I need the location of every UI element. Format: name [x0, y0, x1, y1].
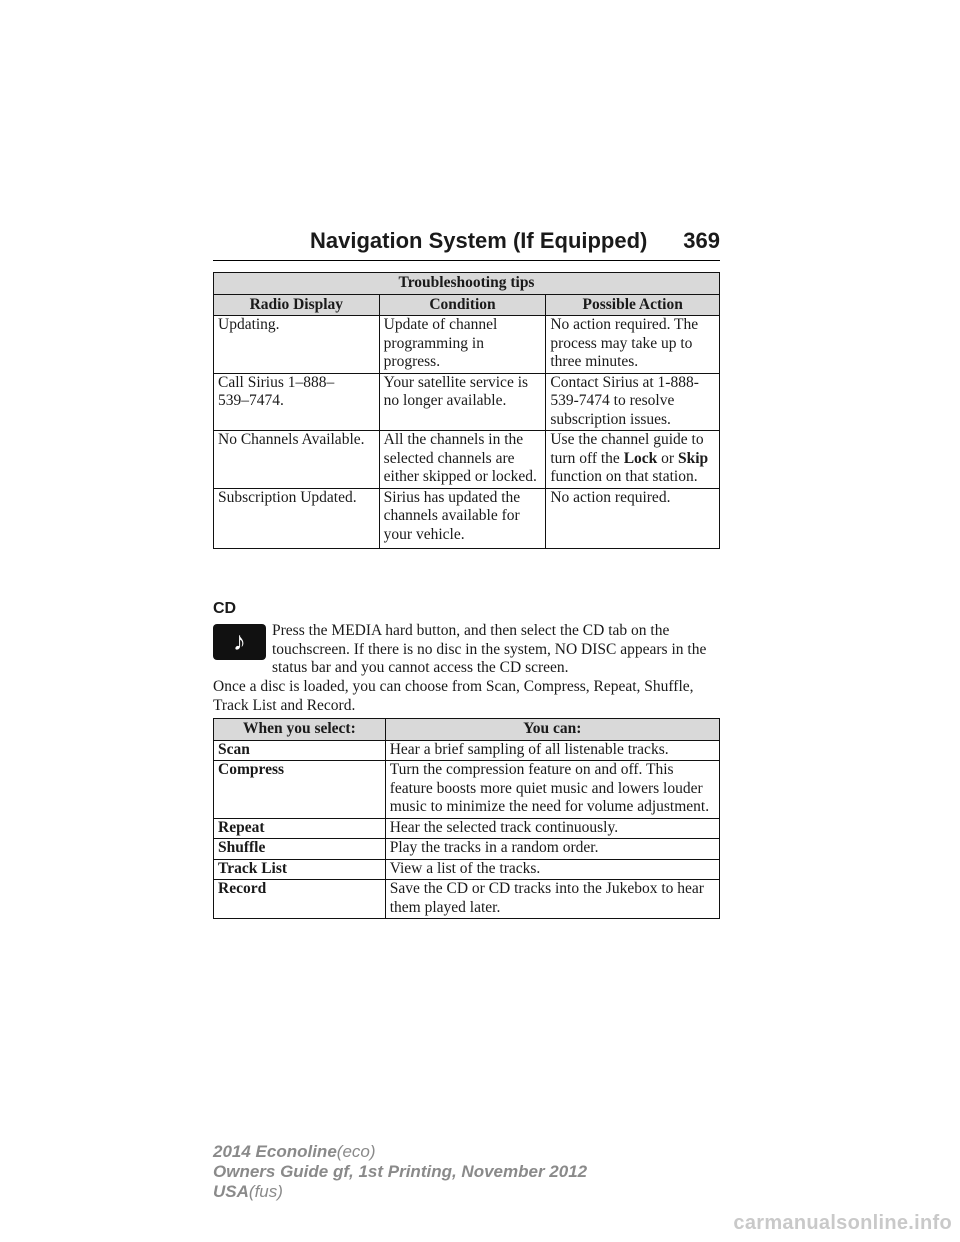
column-header: You can: — [385, 719, 719, 741]
table-row — [214, 740, 720, 761]
table-row — [214, 316, 720, 374]
column-header: Possible Action — [546, 294, 720, 316]
table-row — [214, 859, 720, 880]
option-description: View a list of the tracks. — [385, 859, 719, 880]
radio-display-cell: Updating. — [214, 316, 380, 374]
cd-intro-paragraph: Press the MEDIA hard button, and then select the CD tab on the touchscreen. If there is no disc in the system, NO DISC appears in the status bar and you cannot access the CD screen. — [272, 622, 707, 676]
table-row — [214, 761, 720, 819]
option-description: Turn the compression feature on and off. This feature boosts more quiet music and lowers louder music to minimize the need for volume adjustment. — [385, 761, 719, 819]
table-caption: Troubleshooting tips — [214, 273, 720, 295]
column-header: When you select: — [214, 719, 386, 741]
option-description: Save the CD or CD tracks into the Jukebox to hear them played later. — [385, 880, 719, 919]
page-number: 369 — [683, 228, 720, 253]
condition-cell: Your satellite service is no longer available. — [379, 373, 546, 431]
action-text: function on that station. — [550, 468, 698, 485]
page-footer — [213, 1142, 587, 1202]
condition-cell: All the channels in the selected channels are either skipped or locked. — [379, 431, 546, 489]
option-name: Compress — [214, 761, 386, 819]
column-header: Radio Display — [214, 294, 380, 316]
table-row — [214, 818, 720, 839]
table-row — [214, 431, 720, 489]
skip-label: Skip — [677, 449, 709, 467]
radio-display-cell: No Channels Available. — [214, 431, 380, 489]
page-title: Navigation System (If Equipped) — [310, 228, 648, 253]
table-row — [214, 373, 720, 431]
cd-options-table — [213, 718, 720, 919]
table-row — [214, 839, 720, 860]
option-description: Play the tracks in a random order. — [385, 839, 719, 860]
cd-loaded-paragraph: Once a disc is loaded, you can choose from Scan, Compress, Repeat, Shuffle, Track List and Record. — [213, 678, 694, 714]
option-name: Record — [214, 880, 386, 919]
lock-label: Lock — [623, 449, 658, 467]
action-cell: No action required. — [546, 488, 720, 549]
table-row — [214, 880, 720, 919]
condition-cell: Update of channel programming in progress. — [379, 316, 546, 374]
option-name: Scan — [214, 740, 386, 761]
section-title: CD — [213, 600, 237, 617]
action-cell: Contact Sirius at 1-888-539-7474 to resolve subscription issues. — [546, 373, 720, 431]
footer-line: USA(fus) — [213, 1182, 283, 1201]
action-cell — [546, 431, 720, 489]
troubleshooting-table — [213, 272, 720, 549]
column-header: Condition — [379, 294, 546, 316]
action-text: or — [661, 449, 675, 467]
action-text: Use the channel guide to turn off the — [550, 431, 704, 467]
radio-display-cell: Call Sirius 1–888–539–7474. — [214, 373, 380, 431]
condition-cell: Sirius has updated the channels available for your vehicle. — [379, 488, 546, 549]
footer-line: 2014 Econoline(eco) — [213, 1142, 376, 1161]
action-cell: No action required. The process may take up to three minutes. — [546, 316, 720, 374]
music-note-icon: ♪ — [213, 624, 266, 660]
option-description: Hear the selected track continuously. — [385, 818, 719, 839]
page-header — [213, 226, 720, 261]
option-name: Track List — [214, 859, 386, 880]
table-row — [214, 488, 720, 549]
option-description: Hear a brief sampling of all listenable tracks. — [385, 740, 719, 761]
option-name: Shuffle — [214, 839, 386, 860]
watermark: carmanualsonline.info — [733, 1212, 952, 1234]
radio-display-cell: Subscription Updated. — [214, 488, 380, 549]
option-name: Repeat — [214, 818, 386, 839]
footer-line: Owners Guide gf, 1st Printing, November 2012 — [213, 1162, 588, 1181]
